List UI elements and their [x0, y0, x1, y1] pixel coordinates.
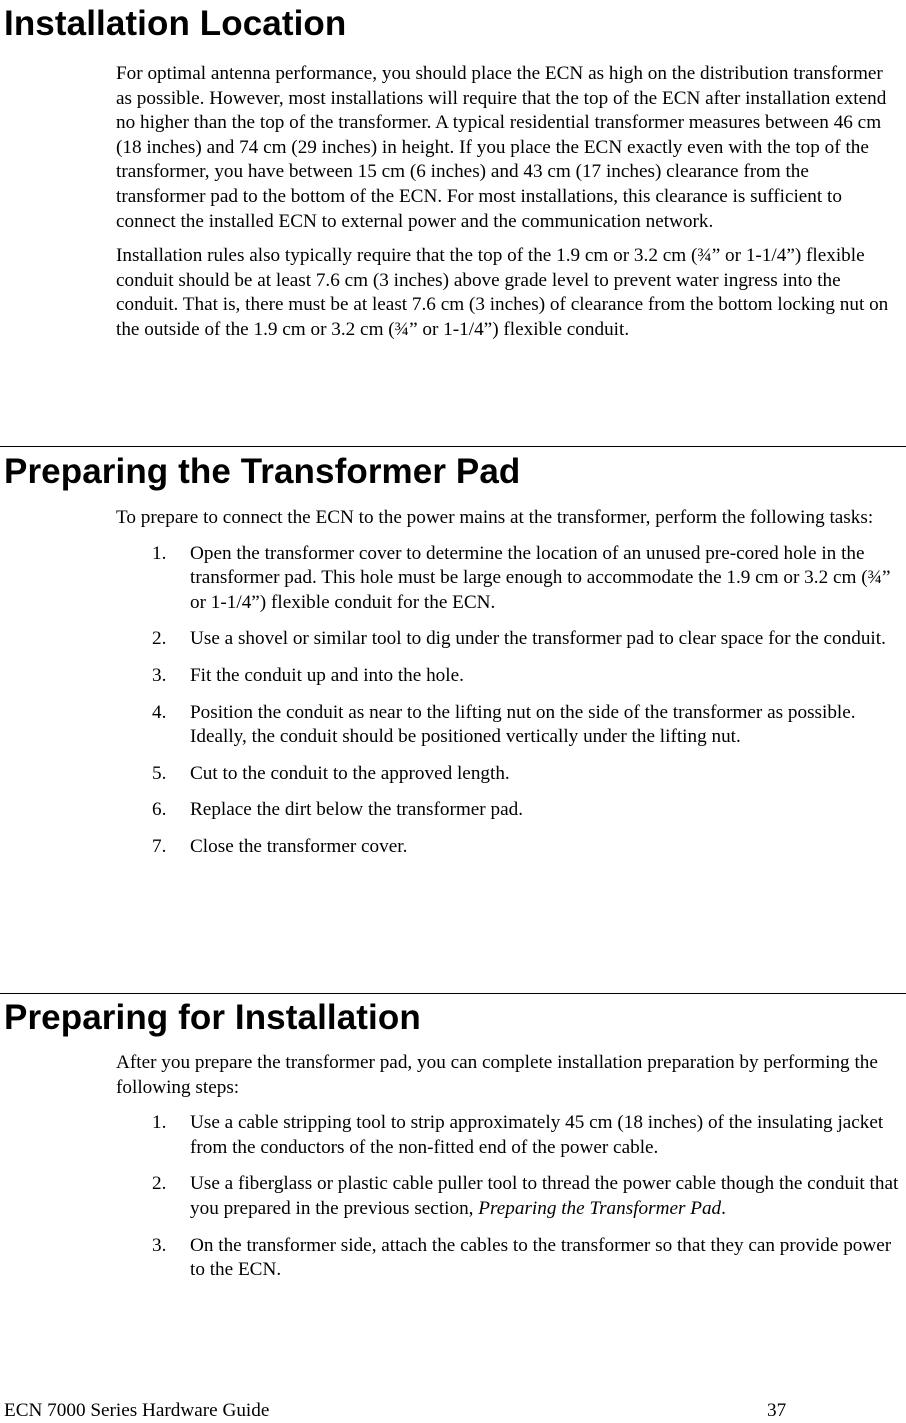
step-text: Use a shovel or similar tool to dig under the transformer pad to clear space for the conduit. [190, 628, 886, 650]
footer-page-number: 37 [767, 1400, 787, 1421]
step-text-trail: . [721, 1197, 726, 1219]
list-item [0, 1111, 906, 1160]
list-item [0, 762, 906, 787]
list-item [0, 627, 906, 652]
list-item [0, 798, 906, 823]
paragraph-transformer-pad-intro: To prepare to connect the ECN to the power mains at the transformer, perform the following tasks: [116, 507, 874, 528]
step-text-lead: Use a fiberglass or plastic cable puller tool to thread the power cable though the conduit that you prepared in the previous section, [190, 1173, 899, 1219]
list-item [0, 1234, 906, 1283]
section-installation-location [0, 0, 906, 343]
step-number: 3. [152, 664, 167, 686]
section-preparing-for-installation [0, 998, 906, 1283]
step-text: Open the transformer cover to determine the location of an unused pre-cored hole in the transformer pad. This hole must be large enough to accommodate the 1.9 cm or 3.2 cm (¾” or 1-1/4”) flexible conduit for the ECN. [190, 542, 891, 613]
list-item [0, 542, 906, 616]
list-item [0, 701, 906, 750]
step-text: Position the conduit as near to the lifting nut on the side of the transformer as possible. Ideally, the conduit should be positioned vertically under the lifting nut. [190, 701, 856, 748]
section-preparing-transformer-pad [0, 452, 906, 860]
paragraph-installation-rules: Installation rules also typically require that the top of the 1.9 cm or 3.2 cm (¾” or 1-1/4”) flexible conduit should be at least 7.6 cm (3 inches) above grade level to prevent water ingress into the conduit. That is, there must be at least 7.6 cm (3 inches) of clearance from the bottom locking nut on the outside of the 1.9 cm or 3.2 cm (¾” or 1-1/4”) flexible conduit. [116, 245, 889, 340]
step-text: On the transformer side, attach the cables to the transformer so that they can provide power to the ECN. [190, 1234, 892, 1281]
step-text: Cut to the conduit to the approved length. [190, 762, 510, 784]
transformer-pad-steps [0, 542, 906, 860]
step-number: 5. [152, 762, 167, 784]
step-text: Replace the dirt below the transformer pad. [190, 799, 523, 821]
cross-reference-link[interactable]: Preparing the Transformer Pad [478, 1197, 722, 1219]
section-divider [0, 446, 906, 447]
paragraph-installation-intro: After you prepare the transformer pad, you can complete installation preparation by performing the following steps: [116, 1052, 878, 1098]
installation-steps [0, 1111, 906, 1283]
step-number: 3. [152, 1234, 167, 1256]
step-number: 6. [152, 799, 167, 821]
step-text: Use a cable stripping tool to strip approximately 45 cm (18 inches) of the insulating jacket from the conductors of the non-fitted end of the power cable. [190, 1112, 884, 1158]
step-number: 2. [152, 1173, 167, 1195]
list-item [0, 835, 906, 860]
step-number: 1. [152, 1112, 167, 1134]
step-number: 4. [152, 701, 167, 723]
step-text: Fit the conduit up and into the hole. [190, 664, 464, 686]
list-item [0, 1172, 906, 1221]
step-number: 2. [152, 628, 167, 650]
heading-preparing-transformer-pad: Preparing the Transformer Pad [4, 452, 521, 491]
heading-installation-location: Installation Location [4, 4, 347, 43]
heading-preparing-for-installation: Preparing for Installation [4, 998, 421, 1037]
footer-document-title: ECN 7000 Series Hardware Guide [4, 1400, 270, 1421]
section-divider [0, 993, 906, 994]
step-number: 7. [152, 835, 167, 857]
step-number: 1. [152, 542, 167, 564]
paragraph-antenna-performance: For optimal antenna performance, you should place the ECN as high on the distribution transformer as possible. However, most installations will require that the top of the ECN after installation extend no higher than the top of the transformer. A typical residential transformer measures between 46 cm (18 inches) and 74 cm (29 inches) in height. If you place the ECN exactly even with the top of the transformer, you have between 15 cm (6 inches) and 43 cm (17 inches) clearance from the transformer pad to the bottom of the ECN. For most installations, this clearance is sufficient to connect the installed ECN to external power and the communication network. [116, 63, 887, 232]
step-text: Close the transformer cover. [190, 835, 408, 857]
list-item [0, 664, 906, 689]
